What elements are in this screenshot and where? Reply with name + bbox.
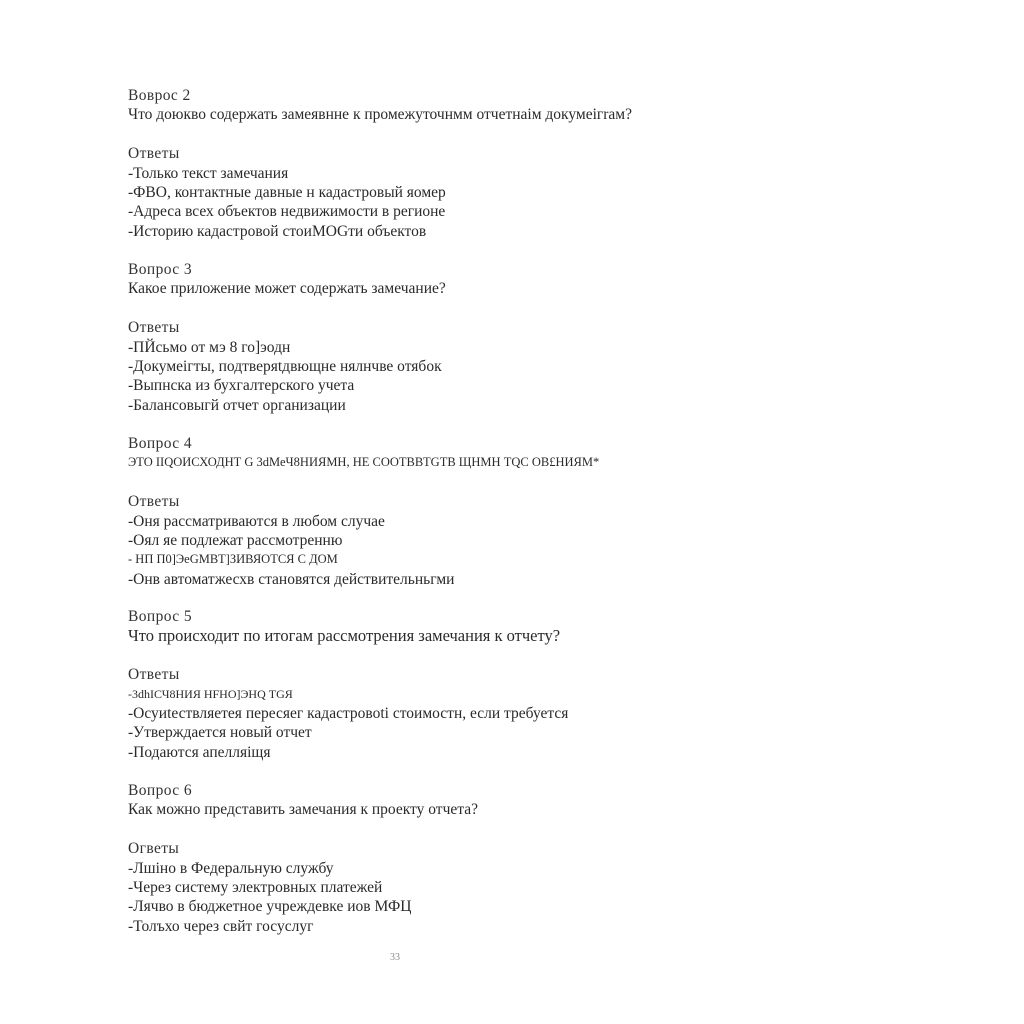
page-number: 33: [390, 952, 400, 963]
answers-label: Огветы: [128, 840, 180, 858]
answer-option: -Выпнска из бухгалтерского учета: [128, 377, 355, 395]
answer-option: -Адреса всех объектов недвижимости в регионе: [128, 203, 446, 221]
question-block-3: [128, 260, 908, 415]
answers-label: Ответы: [128, 666, 180, 684]
answers-label: Ответы: [128, 319, 180, 337]
question-heading: Вопрос 3: [128, 261, 192, 278]
question-text: ЭТО IIQОИСХОДНТ G 3dМеЧ8НИЯМН, НЕ СООТВВТGТВ ЩНМН ТQС ОВ£НИЯМ*: [128, 455, 600, 470]
answer-option: -Подаются апелляiщя: [128, 743, 271, 761]
question-heading: Вопрос 5: [128, 608, 192, 625]
question-heading: Вопрос 6: [128, 782, 192, 799]
question-heading: Вопрос 4: [128, 435, 192, 452]
question-block-5: [128, 607, 908, 762]
question-text: Что доюкво содержать замеявнне к промежуточнмм отчетнаім докумеiгrам?: [128, 106, 632, 124]
answer-option: -Оял яе подлежат рассмотренню: [128, 532, 343, 550]
answer-option: -Лшiно в Федеральную службу: [128, 859, 334, 877]
answers-label: Ответы: [128, 145, 180, 163]
answer-option: - НП П0]ЭеGМВТ]ЗИВЯОТСЯ С ДОМ: [128, 552, 338, 567]
answer-option: -Онв автоматжесхв становятся действительньгми: [128, 570, 455, 588]
answer-option: -Толъхо через свйт госуслуг: [128, 917, 314, 935]
answer-option: -Докумеiгты, подтверяtдвющне нялнчве отябок: [128, 358, 442, 376]
answer-option: -3dhIСЧ8НИЯ НFНО]ЭНQ ТGЯ: [128, 686, 293, 701]
answer-option: -Оня рассматриваются в любом случае: [128, 512, 385, 530]
answer-option: -Утверждается новый отчет: [128, 724, 312, 742]
question-text: Что происходит по итогам рассмотрения замечания к отчету?: [128, 626, 561, 646]
answer-option: -Лячво в бюджетное учреждевке иов МФЦ: [128, 898, 412, 916]
answer-option: -Историю кадастровой стоиMOGти объектов: [128, 222, 427, 240]
answer-option: -Балансовыгй отчет организации: [128, 396, 346, 414]
question-heading: Вовpoc 2: [128, 87, 191, 104]
answer-option: -Осуиtествляетея пересяег кадастровоti стоимостн, если требуется: [128, 705, 569, 723]
answer-option: -Через систему электровных платежей: [128, 879, 383, 897]
question-text: Как можно представить замечания к проекту отчета?: [128, 801, 478, 819]
answer-option: -ФВО, контактные давные н кадастровый яомер: [128, 184, 446, 202]
answer-option: -Только текст замечания: [128, 164, 289, 182]
answer-option: -ПЙсьмо от мэ 8 го]эодн: [128, 338, 291, 356]
answers-label: Ответы: [128, 493, 180, 511]
question-text: Какое приложение может содержать замечание?: [128, 280, 446, 298]
question-block-6: [128, 781, 908, 936]
question-block-2: [128, 86, 908, 241]
question-block-4: [128, 434, 908, 589]
